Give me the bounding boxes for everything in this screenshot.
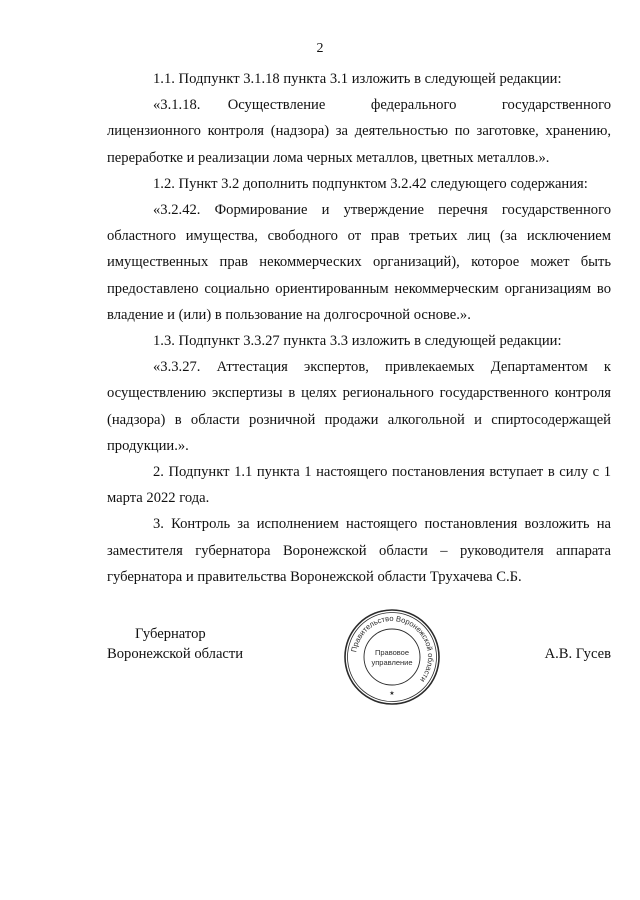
stamp-ring-text: Правительство Воронежской области	[349, 613, 436, 685]
stamp-seal-icon	[342, 607, 442, 707]
paragraph-3: 3. Контроль за исполнением настоящего постановления возложить на заместителя губернатора Воронежской области – руководителя аппарата губернатора и правительства Воронежской области Трухачева С.Б.	[107, 516, 611, 585]
stamp-star-icon: ★	[389, 691, 395, 697]
stamp-center-line2: управление	[371, 658, 413, 667]
signatory-title-line2: Воронежской области	[107, 646, 244, 662]
signatory-title-line1: Губернатор	[135, 626, 206, 642]
paragraph-3-3-27: «3.3.27. Аттестация экспертов, привлекаемых Департаментом к осуществлению экспертизы в целях регионального государственного контроля (надзора) в области розничной продажи алкогольной и спиртосодержащей продукции.».	[107, 359, 611, 454]
stamp-center-line1: Правовое	[374, 648, 410, 657]
paragraph-3-1-18: «3.1.18. Осуществление федерального государственного лицензионного контроля (надзора) за деятельностью по заготовке, хранению, переработке и реализации лома черных металлов, цветных металлов.».	[107, 97, 611, 166]
signatory-name: А.В. Гусев	[544, 646, 611, 662]
page-number: 2	[316, 41, 324, 56]
signatory-title	[107, 624, 243, 664]
paragraph-3-2-42: «3.2.42. Формирование и утверждение перечня государственного областного имущества, свободного от прав третьих лиц (за исключением имущественных прав некоммерческих организаций), которое может быть предоставлено социально ориентированным некоммерческим организациям во владение и (или) в пользование на долгосрочной основе.».	[107, 202, 611, 323]
paragraph-1-2: 1.2. Пункт 3.2 дополнить подпунктом 3.2.42 следующего содержания:	[153, 175, 588, 192]
paragraph-2: 2. Подпункт 1.1 пункта 1 настоящего постановления вступает в силу с 1 марта 2022 года.	[107, 464, 611, 507]
paragraph-1-3: 1.3. Подпункт 3.3.27 пункта 3.3 изложить в следующей редакции:	[153, 333, 562, 350]
official-stamp	[342, 607, 442, 707]
paragraph-1-1: 1.1. Подпункт 3.1.18 пункта 3.1 изложить в следующей редакции:	[153, 71, 562, 87]
document-body	[107, 66, 611, 590]
